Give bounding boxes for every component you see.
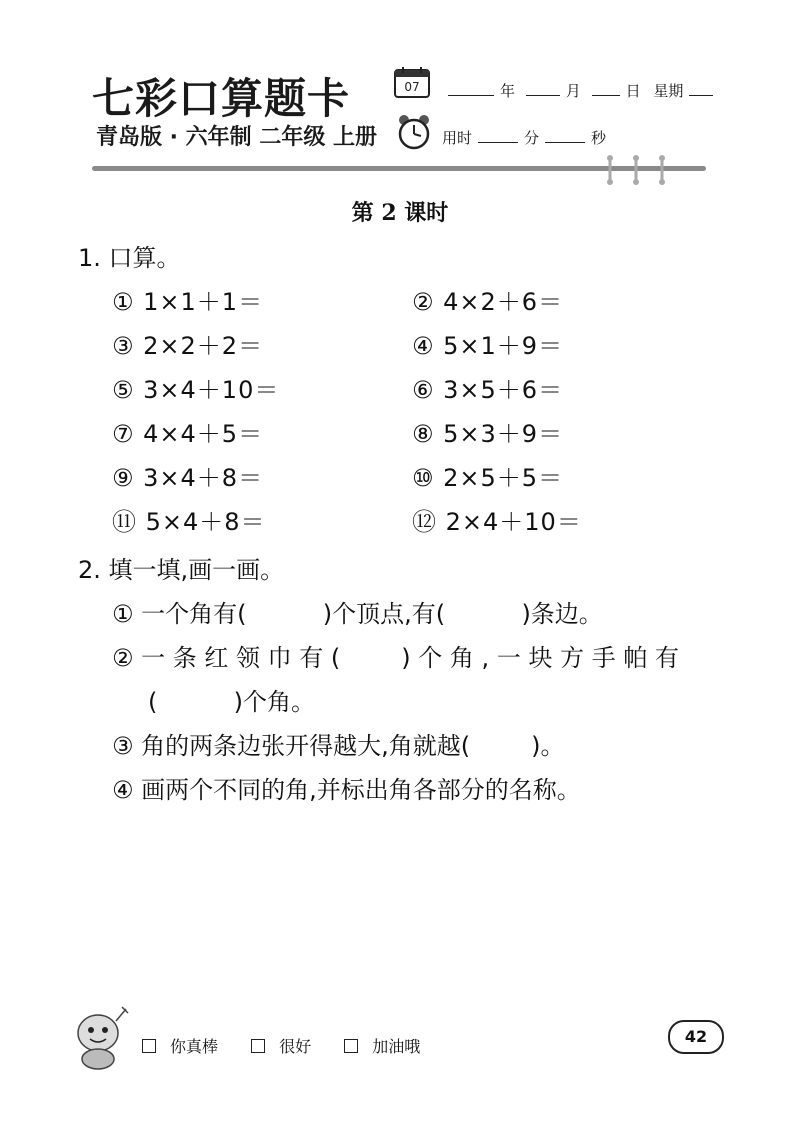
lesson-title: 第 2 课时 <box>351 200 449 226</box>
problem-3: ③ 2×2＋2＝ <box>112 332 264 360</box>
problem-7: ⑦ 4×4＋5＝ <box>112 420 264 448</box>
checkbox-icon[interactable] <box>344 1039 358 1053</box>
section2-heading: 2. 填一填,画一画。 <box>78 556 285 584</box>
year-blank[interactable] <box>448 80 494 96</box>
problem-6: ⑥ 3×5＋6＝ <box>412 376 564 404</box>
checkbox-icon[interactable] <box>142 1039 156 1053</box>
problem-5: ⑤ 3×4＋10＝ <box>112 376 280 404</box>
month-blank[interactable] <box>526 80 560 96</box>
time-line <box>442 127 606 148</box>
brand-title: 七彩口算题卡 <box>92 74 351 123</box>
rating-good[interactable]: 很好 <box>251 1037 325 1056</box>
self-rating <box>142 1034 448 1057</box>
alarm-clock-icon <box>396 114 432 150</box>
problem-1: ① 1×1＋1＝ <box>112 288 264 316</box>
divider-pins-icon <box>600 152 680 188</box>
section1-heading: 1. 口算。 <box>78 244 181 272</box>
date-line <box>442 80 719 101</box>
time-label: 用时 <box>442 129 473 147</box>
problem-8: ⑧ 5×3＋9＝ <box>412 420 564 448</box>
problem-10: ⑩ 2×5＋5＝ <box>412 464 564 492</box>
day-blank[interactable] <box>592 80 620 96</box>
question-2-2-line2: ( )个角。 <box>148 688 316 716</box>
weekday-label: 星期 <box>653 82 684 100</box>
seconds-label: 秒 <box>591 129 607 147</box>
mascot-icon <box>70 1005 132 1071</box>
problem-12: ⑫ 2×4＋10＝ <box>412 508 582 536</box>
problem-4: ④ 5×1＋9＝ <box>412 332 564 360</box>
problem-11: ⑪ 5×4＋8＝ <box>112 508 266 536</box>
problem-2: ② 4×2＋6＝ <box>412 288 564 316</box>
calendar-number: 07 <box>404 80 420 94</box>
year-label: 年 <box>500 82 516 100</box>
day-label: 日 <box>625 82 641 100</box>
calendar-icon <box>394 66 430 98</box>
checkbox-icon[interactable] <box>251 1039 265 1053</box>
month-label: 月 <box>565 82 581 100</box>
question-2-2-line1: ② 一 条 红 领 巾 有 ( ) 个 角 , 一 块 方 手 帕 有 <box>112 644 679 672</box>
edition-subtitle: 青岛版 · 六年制 二年级 上册 <box>96 125 377 150</box>
seconds-blank[interactable] <box>545 127 585 143</box>
question-2-3: ③ 角的两条边张开得越大,角就越( )。 <box>112 732 565 760</box>
weekday-blank[interactable] <box>689 80 713 96</box>
minutes-label: 分 <box>524 129 540 147</box>
question-2-1: ① 一个角有( )个顶点,有( )条边。 <box>112 600 603 628</box>
page-number: 42 <box>668 1020 724 1054</box>
minutes-blank[interactable] <box>478 127 518 143</box>
problem-9: ⑨ 3×4＋8＝ <box>112 464 264 492</box>
rating-great[interactable]: 你真棒 <box>142 1037 232 1056</box>
question-2-4: ④ 画两个不同的角,并标出角各部分的名称。 <box>112 776 581 804</box>
rating-keep-going[interactable]: 加油哦 <box>344 1037 434 1056</box>
